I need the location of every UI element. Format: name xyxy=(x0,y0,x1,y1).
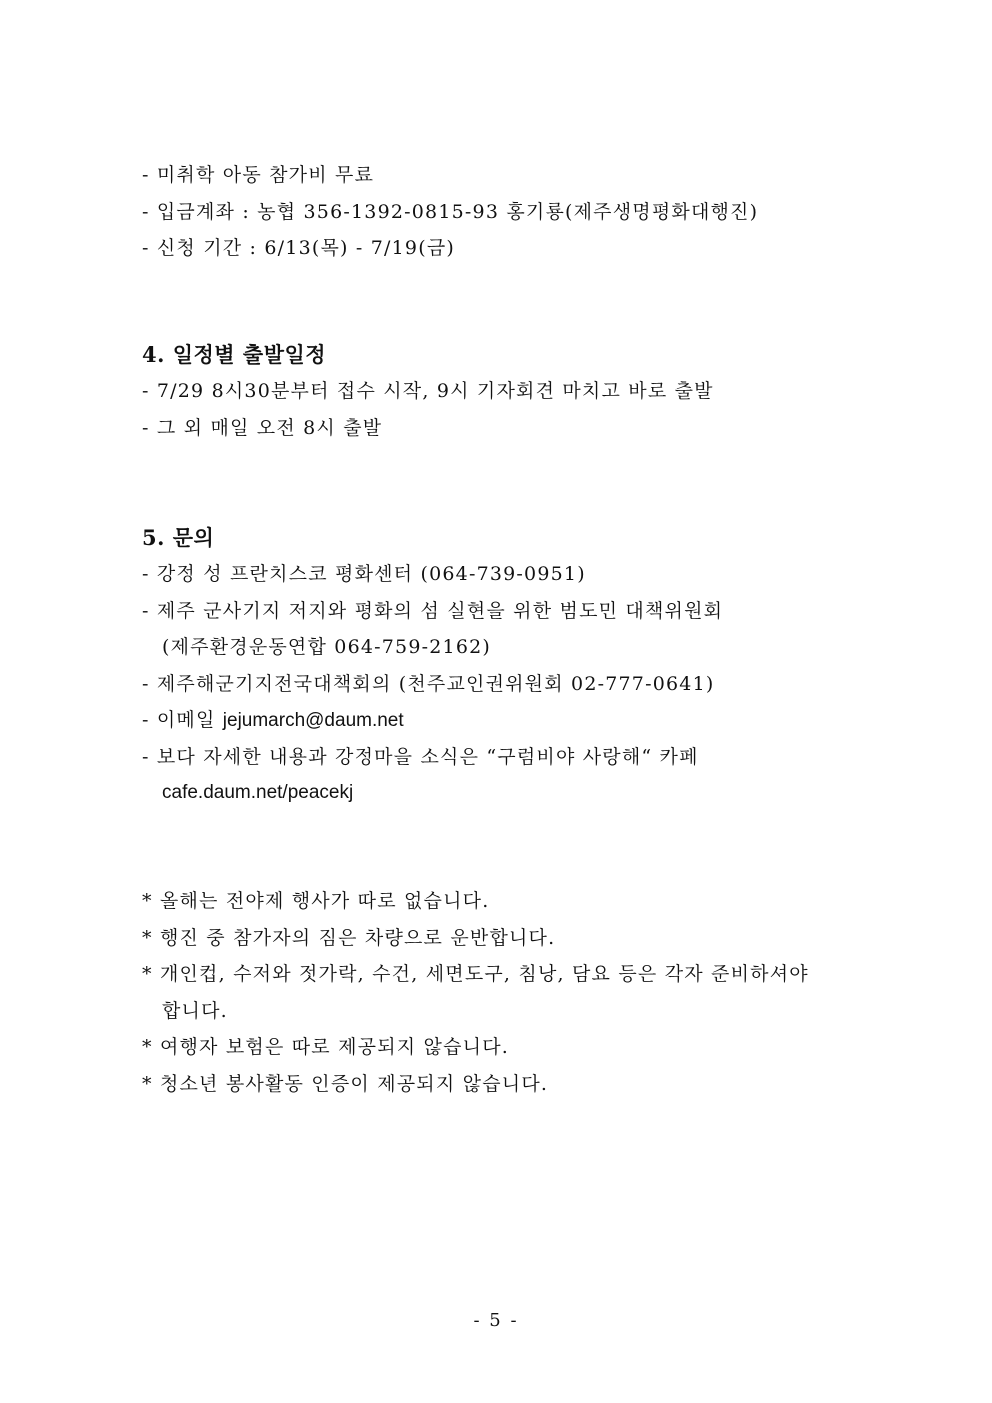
contact-item-peace-center: - 강정 성 프란치스코 평화센터 (064-739-0951) xyxy=(142,563,586,585)
schedule-section xyxy=(142,337,862,446)
schedule-heading: 4. 일정별 출발일정 xyxy=(142,342,327,367)
note-item-personal-items: * 개인컵, 수저와 젓가락, 수건, 세면도구, 침낭, 담요 등은 각자 준비하셔야 xyxy=(142,963,809,985)
page-number: - 5 - xyxy=(473,1310,519,1331)
note-item-personal-items-cont: 합니다. xyxy=(162,999,228,1022)
note-item-volunteer-cert: * 청소년 봉사활동 인증이 제공되지 않습니다. xyxy=(142,1072,549,1095)
fee-item-bank-account: - 입금계좌 : 농협 356-1392-0815-93 홍기룡(제주생명평화대행진) xyxy=(142,200,759,223)
contact-heading: 5. 문의 xyxy=(142,525,215,550)
contact-item-cafe: - 보다 자세한 내용과 강정마을 소식은 “구럼비야 사랑해“ 카페 xyxy=(142,745,699,768)
note-item-insurance: * 여행자 보험은 따로 제공되지 않습니다. xyxy=(142,1036,510,1058)
schedule-item-first-day: - 7/29 8시30분부터 접수 시작, 9시 기자회견 마치고 바로 출발 xyxy=(142,380,714,402)
notes-section xyxy=(142,883,862,1102)
contact-item-national-committee: - 제주해군기지전국대책회의 (천주교인권위원회 02-777-0641) xyxy=(142,672,715,695)
note-item-luggage: * 행진 중 참가자의 짐은 차량으로 운반합니다. xyxy=(142,926,556,949)
contact-item-cafe-url: cafe.daum.net/peacekj xyxy=(162,782,354,803)
fee-item-application-period: - 신청 기간 : 6/13(목) - 7/19(금) xyxy=(142,237,455,259)
fee-section xyxy=(142,157,862,267)
schedule-item-daily: - 그 외 매일 오전 8시 출발 xyxy=(142,416,383,439)
contact-item-email xyxy=(142,702,862,739)
contact-item-committee-phone: (제주환경운동연합 064-759-2162) xyxy=(162,636,492,658)
email-label: - 이메일 xyxy=(142,709,216,731)
contact-item-committee: - 제주 군사기지 저지와 평화의 섬 실현을 위한 범도민 대책위원회 xyxy=(142,599,724,622)
note-item-no-eve-event: * 올해는 전야제 행사가 따로 없습니다. xyxy=(142,890,490,912)
email-address: jejumarch@daum.net xyxy=(222,710,404,731)
contact-section xyxy=(142,520,862,812)
fee-item-free-children: - 미취학 아동 참가비 무료 xyxy=(142,164,375,186)
